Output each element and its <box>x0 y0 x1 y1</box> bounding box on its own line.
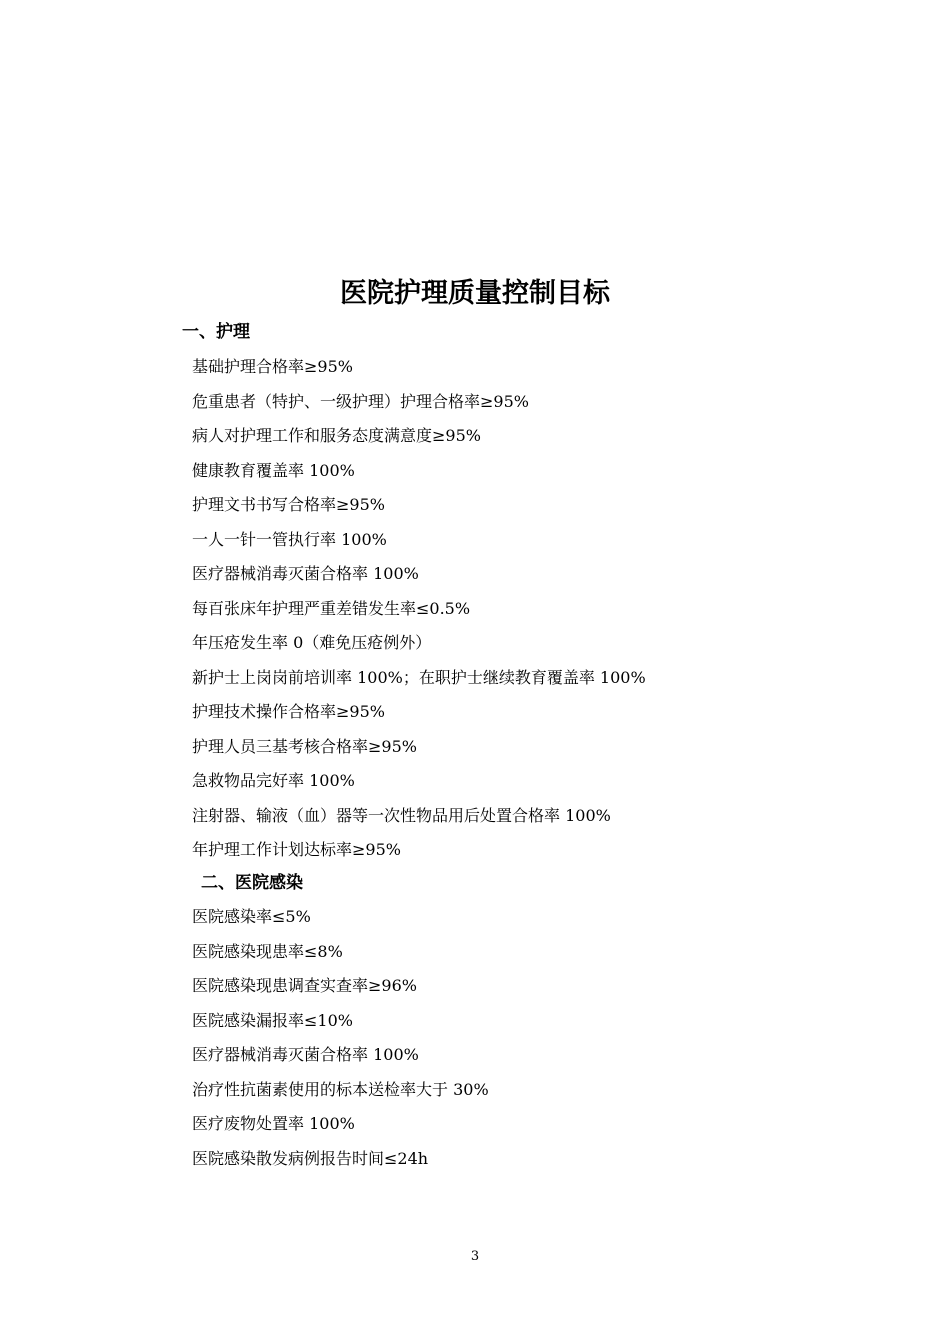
document-title: 医院护理质量控制目标 <box>340 278 610 309</box>
list-item: 医疗废物处置率 100% <box>192 1114 355 1133</box>
list-item: 年护理工作计划达标率≥95% <box>192 840 401 859</box>
list-item: 急救物品完好率 100% <box>192 771 355 790</box>
list-item: 医院感染现患调查实查率≥96% <box>192 976 417 995</box>
list-item: 治疗性抗菌素使用的标本送检率大于 30% <box>192 1079 489 1099</box>
section-heading-infection: 二、医院感染 <box>201 873 303 893</box>
list-item: 年压疮发生率 0（难免压疮例外） <box>192 633 432 652</box>
list-item: 注射器、输液（血）器等一次性物品用后处置合格率 100% <box>192 805 611 825</box>
list-item: 一人一针一管执行率 100% <box>192 529 387 549</box>
list-item: 新护士上岗岗前培训率 100%；在职护士继续教育覆盖率 100% <box>192 667 646 687</box>
list-item: 健康教育覆盖率 100% <box>192 460 355 480</box>
list-item: 护理技术操作合格率≥95% <box>192 702 385 721</box>
list-item: 危重患者（特护、一级护理）护理合格率≥95% <box>192 391 529 411</box>
list-item: 每百张床年护理严重差错发生率≤0.5% <box>192 598 471 618</box>
list-item: 护理人员三基考核合格率≥95% <box>192 736 417 756</box>
list-item: 医院感染现患率≤8% <box>192 941 343 961</box>
list-item: 医院感染漏报率≤10% <box>192 1010 353 1030</box>
infection-target-list <box>192 905 489 1181</box>
list-item: 基础护理合格率≥95% <box>192 357 353 376</box>
nursing-target-list <box>192 355 646 873</box>
list-item: 医疗器械消毒灭菌合格率 100% <box>192 564 419 583</box>
list-item: 护理文书书写合格率≥95% <box>192 495 385 514</box>
section-heading-nursing: 一、护理 <box>182 322 250 342</box>
list-item: 医院感染率≤5% <box>192 907 311 926</box>
page-number: 3 <box>470 1249 480 1264</box>
list-item: 医院感染散发病例报告时间≤24h <box>192 1148 429 1168</box>
list-item: 病人对护理工作和服务态度满意度≥95% <box>192 426 481 445</box>
list-item: 医疗器械消毒灭菌合格率 100% <box>192 1045 419 1064</box>
